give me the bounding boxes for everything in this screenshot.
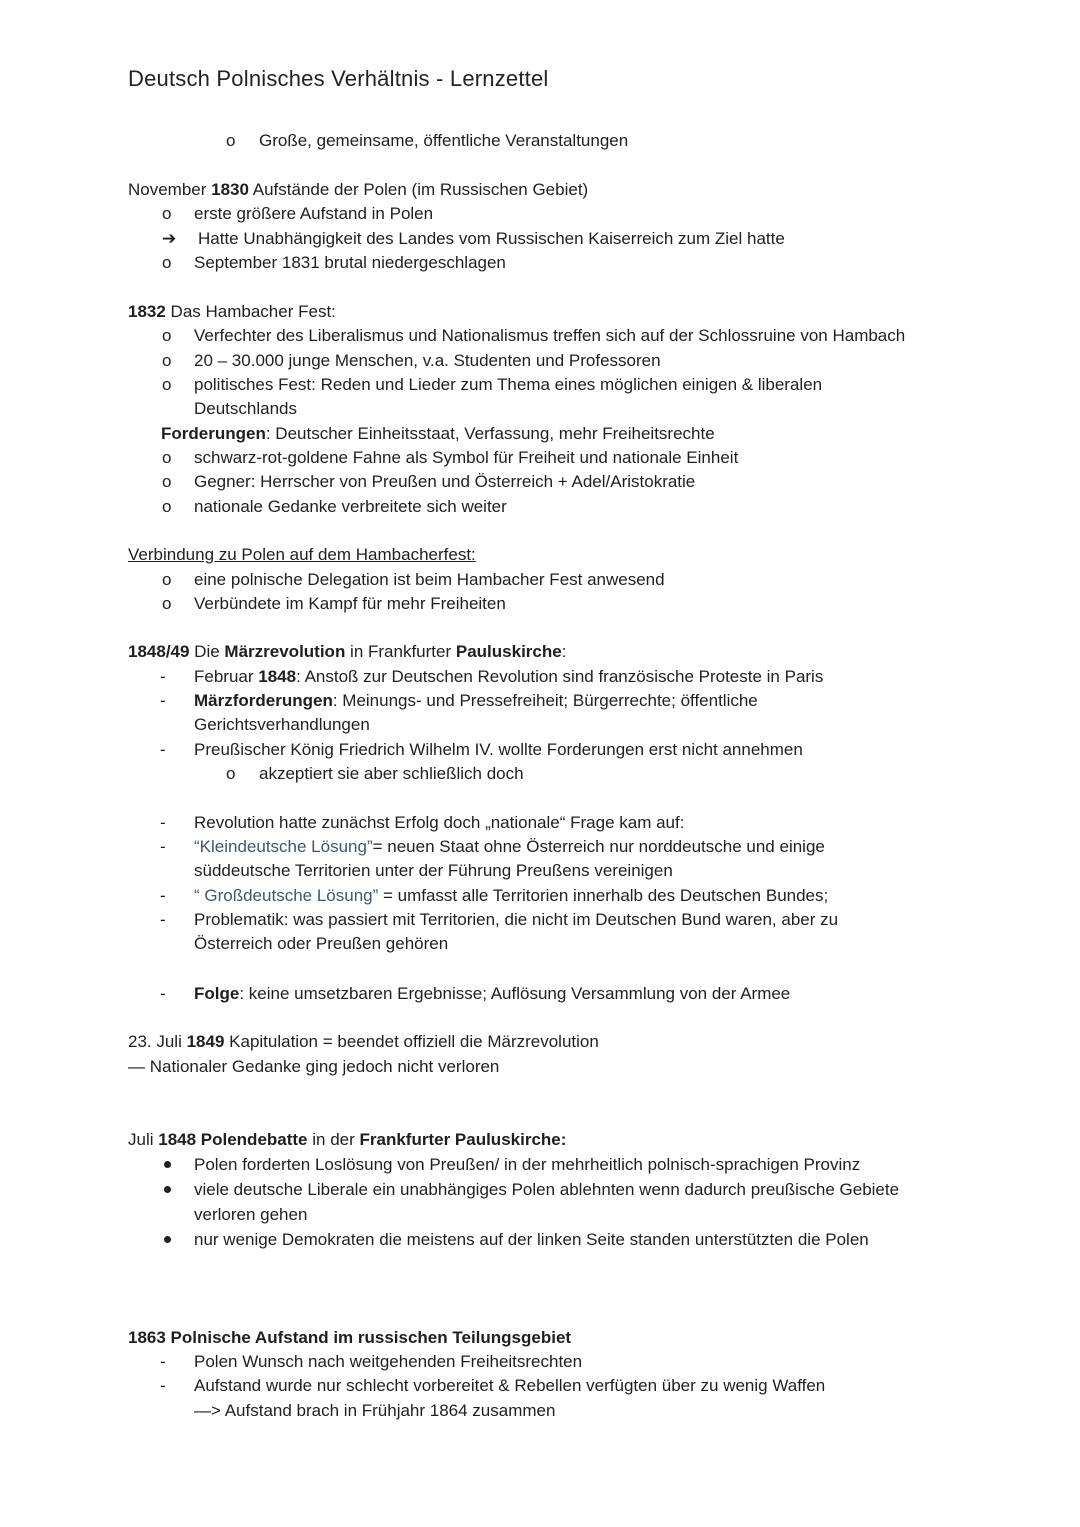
dash-bullet: -	[160, 667, 166, 686]
list-item: “ Großdeutsche Lösung” = umfasst alle Territorien innerhalb des Deutschen Bundes;	[194, 886, 829, 905]
list-item-continuation: Gerichtsverhandlungen	[194, 715, 370, 734]
bullet-dot	[164, 1236, 171, 1243]
section-1848-heading: 1848/49 Die Märzrevolution in Frankfurter Pauluskirche:	[128, 642, 567, 661]
circle-bullet: o	[162, 472, 172, 491]
list-item: Polen forderten Loslösung von Preußen/ in der mehrheitlich polnisch-sprachigen Provinz	[194, 1155, 861, 1174]
verbindung-heading: Verbindung zu Polen auf dem Hambacherfest:	[128, 545, 476, 564]
dash-bullet: -	[160, 1376, 166, 1395]
dash-bullet: -	[160, 886, 166, 905]
list-item: Gegner: Herrscher von Preußen und Österreich + Adel/Aristokratie	[194, 472, 696, 491]
circle-bullet: o	[226, 764, 236, 783]
list-item: Problematik: was passiert mit Territorien, die nicht im Deutschen Bund waren, aber zu	[194, 910, 839, 929]
list-item: Revolution hatte zunächst Erfolg doch „nationale“ Frage kam auf:	[194, 813, 685, 832]
section-1849-line: 23. Juli 1849 Kapitulation = beendet offiziell die Märzrevolution	[128, 1032, 599, 1051]
list-item-continuation: Deutschlands	[194, 399, 298, 418]
dash-bullet: -	[160, 910, 166, 929]
list-item: Verbündete im Kampf für mehr Freiheiten	[194, 594, 506, 613]
list-item: 20 – 30.000 junge Menschen, v.a. Studenten und Professoren	[194, 351, 661, 370]
bullet-dot	[164, 1161, 171, 1168]
section-1863-heading: 1863 Polnische Aufstand im russischen Teilungsgebiet	[128, 1328, 572, 1347]
dash-bullet: -	[160, 837, 166, 856]
list-item: Polen Wunsch nach weitgehenden Freiheitsrechten	[194, 1352, 583, 1371]
section-1830-heading: November 1830 Aufstände der Polen (im Russischen Gebiet)	[128, 180, 589, 199]
list-item: Aufstand wurde nur schlecht vorbereitet & Rebellen verfügten über zu wenig Waffen	[194, 1376, 826, 1395]
bullet-dot	[164, 1186, 171, 1193]
intro-item: Große, gemeinsame, öffentliche Veranstaltungen	[259, 131, 629, 150]
circle-bullet: o	[162, 448, 172, 467]
list-item: Folge: keine umsetzbaren Ergebnisse; Auflösung Versammlung von der Armee	[194, 984, 791, 1003]
page-title: Deutsch Polnisches Verhältnis - Lernzettel	[128, 66, 549, 91]
sub-list-item: akzeptiert sie aber schließlich doch	[259, 764, 524, 783]
list-item: nur wenige Demokraten die meistens auf der linken Seite standen unterstützten die Polen	[194, 1230, 869, 1249]
polendebatte-heading: Juli 1848 Polendebatte in der Frankfurter Pauluskirche:	[128, 1130, 567, 1149]
dash-bullet: -	[160, 740, 166, 759]
list-item: September 1831 brutal niedergeschlagen	[194, 253, 506, 272]
circle-bullet: o	[162, 326, 172, 345]
circle-bullet: o	[162, 375, 172, 394]
dash-bullet: -	[160, 1352, 166, 1371]
list-item-continuation: verloren gehen	[194, 1205, 308, 1224]
dash-bullet: -	[160, 813, 166, 832]
list-item: Februar 1848: Anstoß zur Deutschen Revolution sind französische Proteste in Paris	[194, 667, 824, 686]
dash-bullet: -	[160, 691, 166, 710]
circle-bullet: o	[162, 253, 172, 272]
list-item: nationale Gedanke verbreitete sich weiter	[194, 497, 507, 516]
list-item-continuation: Österreich oder Preußen gehören	[194, 934, 449, 953]
arrow-icon: ➔	[162, 229, 177, 248]
circle-bullet: o	[162, 204, 172, 223]
list-item: politisches Fest: Reden und Lieder zum Thema eines möglichen einigen & liberalen	[194, 375, 823, 394]
circle-bullet: o	[162, 570, 172, 589]
list-item: Märzforderungen: Meinungs- und Pressefreiheit; Bürgerrechte; öffentliche	[194, 691, 758, 710]
list-item-continuation: süddeutsche Territorien unter der Führung Preußens vereinigen	[194, 861, 673, 880]
list-item-continuation: —> Aufstand brach in Frühjahr 1864 zusammen	[194, 1401, 556, 1420]
list-item: Hatte Unabhängigkeit des Landes vom Russischen Kaiserreich zum Ziel hatte	[198, 229, 785, 248]
circle-bullet: o	[162, 351, 172, 370]
circle-bullet: o	[162, 594, 172, 613]
list-item: “Kleindeutsche Lösung”= neuen Staat ohne Österreich nur norddeutsche und einige	[194, 837, 825, 856]
list-item: Verfechter des Liberalismus und Nationalismus treffen sich auf der Schlossruine von Hambach	[194, 326, 906, 345]
list-item: viele deutsche Liberale ein unabhängiges Polen ablehnten wenn dadurch preußische Gebiete	[194, 1180, 900, 1199]
forderungen-line: Forderungen: Deutscher Einheitsstaat, Verfassung, mehr Freiheitsrechte	[161, 424, 715, 443]
dash-bullet: -	[160, 984, 166, 1003]
section-1832-heading: 1832 Das Hambacher Fest:	[128, 302, 336, 321]
circle-bullet: o	[226, 131, 236, 150]
list-item: Preußischer König Friedrich Wilhelm IV. wollte Forderungen erst nicht annehmen	[194, 740, 803, 759]
list-item: eine polnische Delegation ist beim Hambacher Fest anwesend	[194, 570, 665, 589]
list-item: schwarz-rot-goldene Fahne als Symbol für Freiheit und nationale Einheit	[194, 448, 739, 467]
circle-bullet: o	[162, 497, 172, 516]
list-item: erste größere Aufstand in Polen	[194, 204, 434, 223]
section-1849-note: — Nationaler Gedanke ging jedoch nicht verloren	[128, 1057, 500, 1076]
